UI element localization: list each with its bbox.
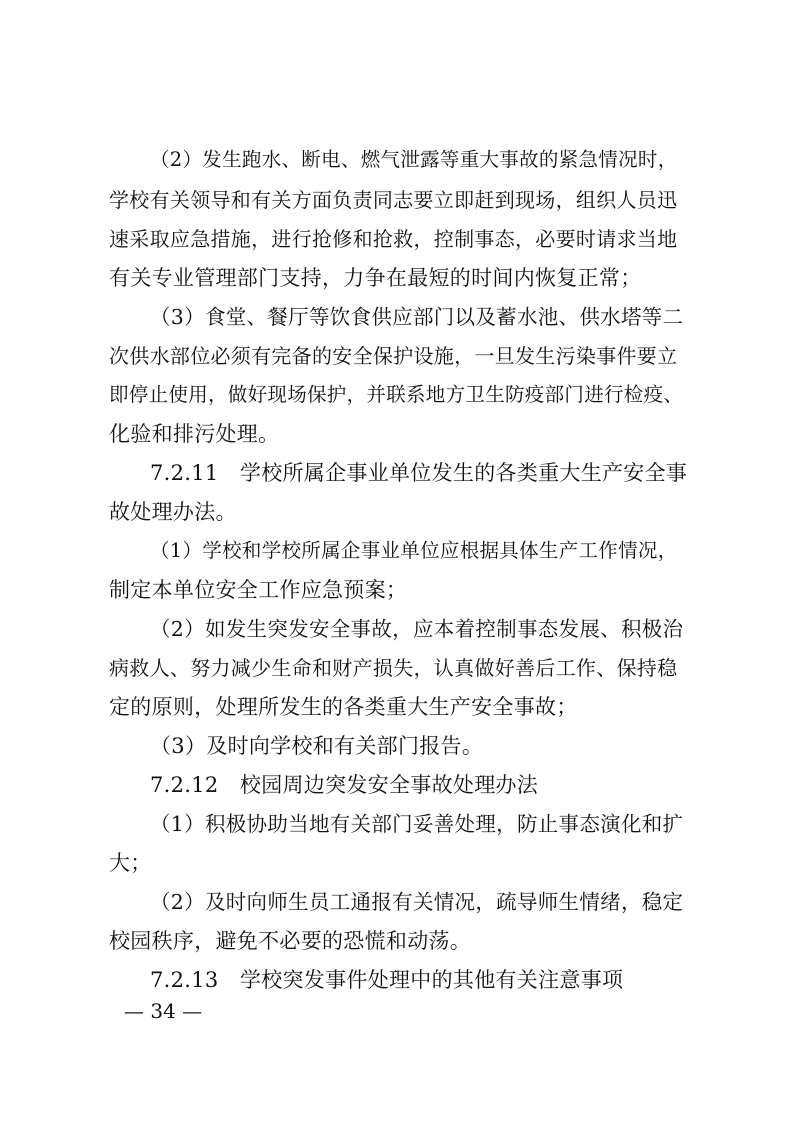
line-13: （2）如发生突发安全事故，应本着控制事态发展、积极治 [150, 617, 684, 641]
line-16: （3）及时向学校和有关部门报告。 [150, 734, 484, 758]
line-21: 校园秩序，避免不必要的恐慌和动荡。 [109, 929, 472, 953]
line-18: （1）积极协助当地有关部门妥善处理，防止事态演化和扩 [150, 812, 684, 836]
line-4: 有关专业管理部门支持，力争在最短的时间内恢复正常； [109, 266, 642, 290]
line-8: 化验和排污处理。 [109, 422, 280, 446]
section-heading-7-2-12: 7.2.12 校园周边突发安全事故处理办法 [150, 773, 539, 797]
page-number: — 34 — [124, 999, 203, 1023]
line-12: 制定本单位安全工作应急预案； [109, 578, 408, 602]
line-6: 次供水部位必须有完备的安全保护设施，一旦发生污染事件要立 [109, 344, 678, 368]
section-heading-7-2-11: 7.2.11 学校所属企事业单位发生的各类重大生产安全事 [150, 461, 688, 485]
line-7: 即停止使用，做好现场保护，并联系地方卫生防疫部门进行检疫、 [109, 383, 684, 406]
line-14: 病救人、努力减少生命和财产损失，认真做好善后工作、保持稳 [109, 656, 678, 680]
line-1: （2）发生跑水、断电、燃气泄露等重大事故的紧急情况时， [150, 148, 678, 171]
line-15: 定的原则，处理所发生的各类重大生产安全事故； [109, 695, 578, 719]
line-2: 学校有关领导和有关方面负责同志要立即赶到现场，组织人员迅 [109, 188, 678, 212]
line-5: （3）食堂、餐厅等饮食供应部门以及蓄水池、供水塔等二 [150, 305, 684, 329]
line-11: （1）学校和学校所属企事业单位应根据具体生产工作情况， [150, 539, 678, 562]
line-3: 速采取应急措施，进行抢修和抢救，控制事态，必要时请求当地 [109, 227, 678, 251]
line-20: （2）及时向师生员工通报有关情况，疏导师生情绪，稳定 [150, 890, 684, 914]
line-19: 大； [109, 851, 152, 875]
section-heading-7-2-13: 7.2.13 学校突发事件处理中的其他有关注意事项 [150, 968, 624, 992]
line-10: 故处理办法。 [109, 500, 237, 524]
